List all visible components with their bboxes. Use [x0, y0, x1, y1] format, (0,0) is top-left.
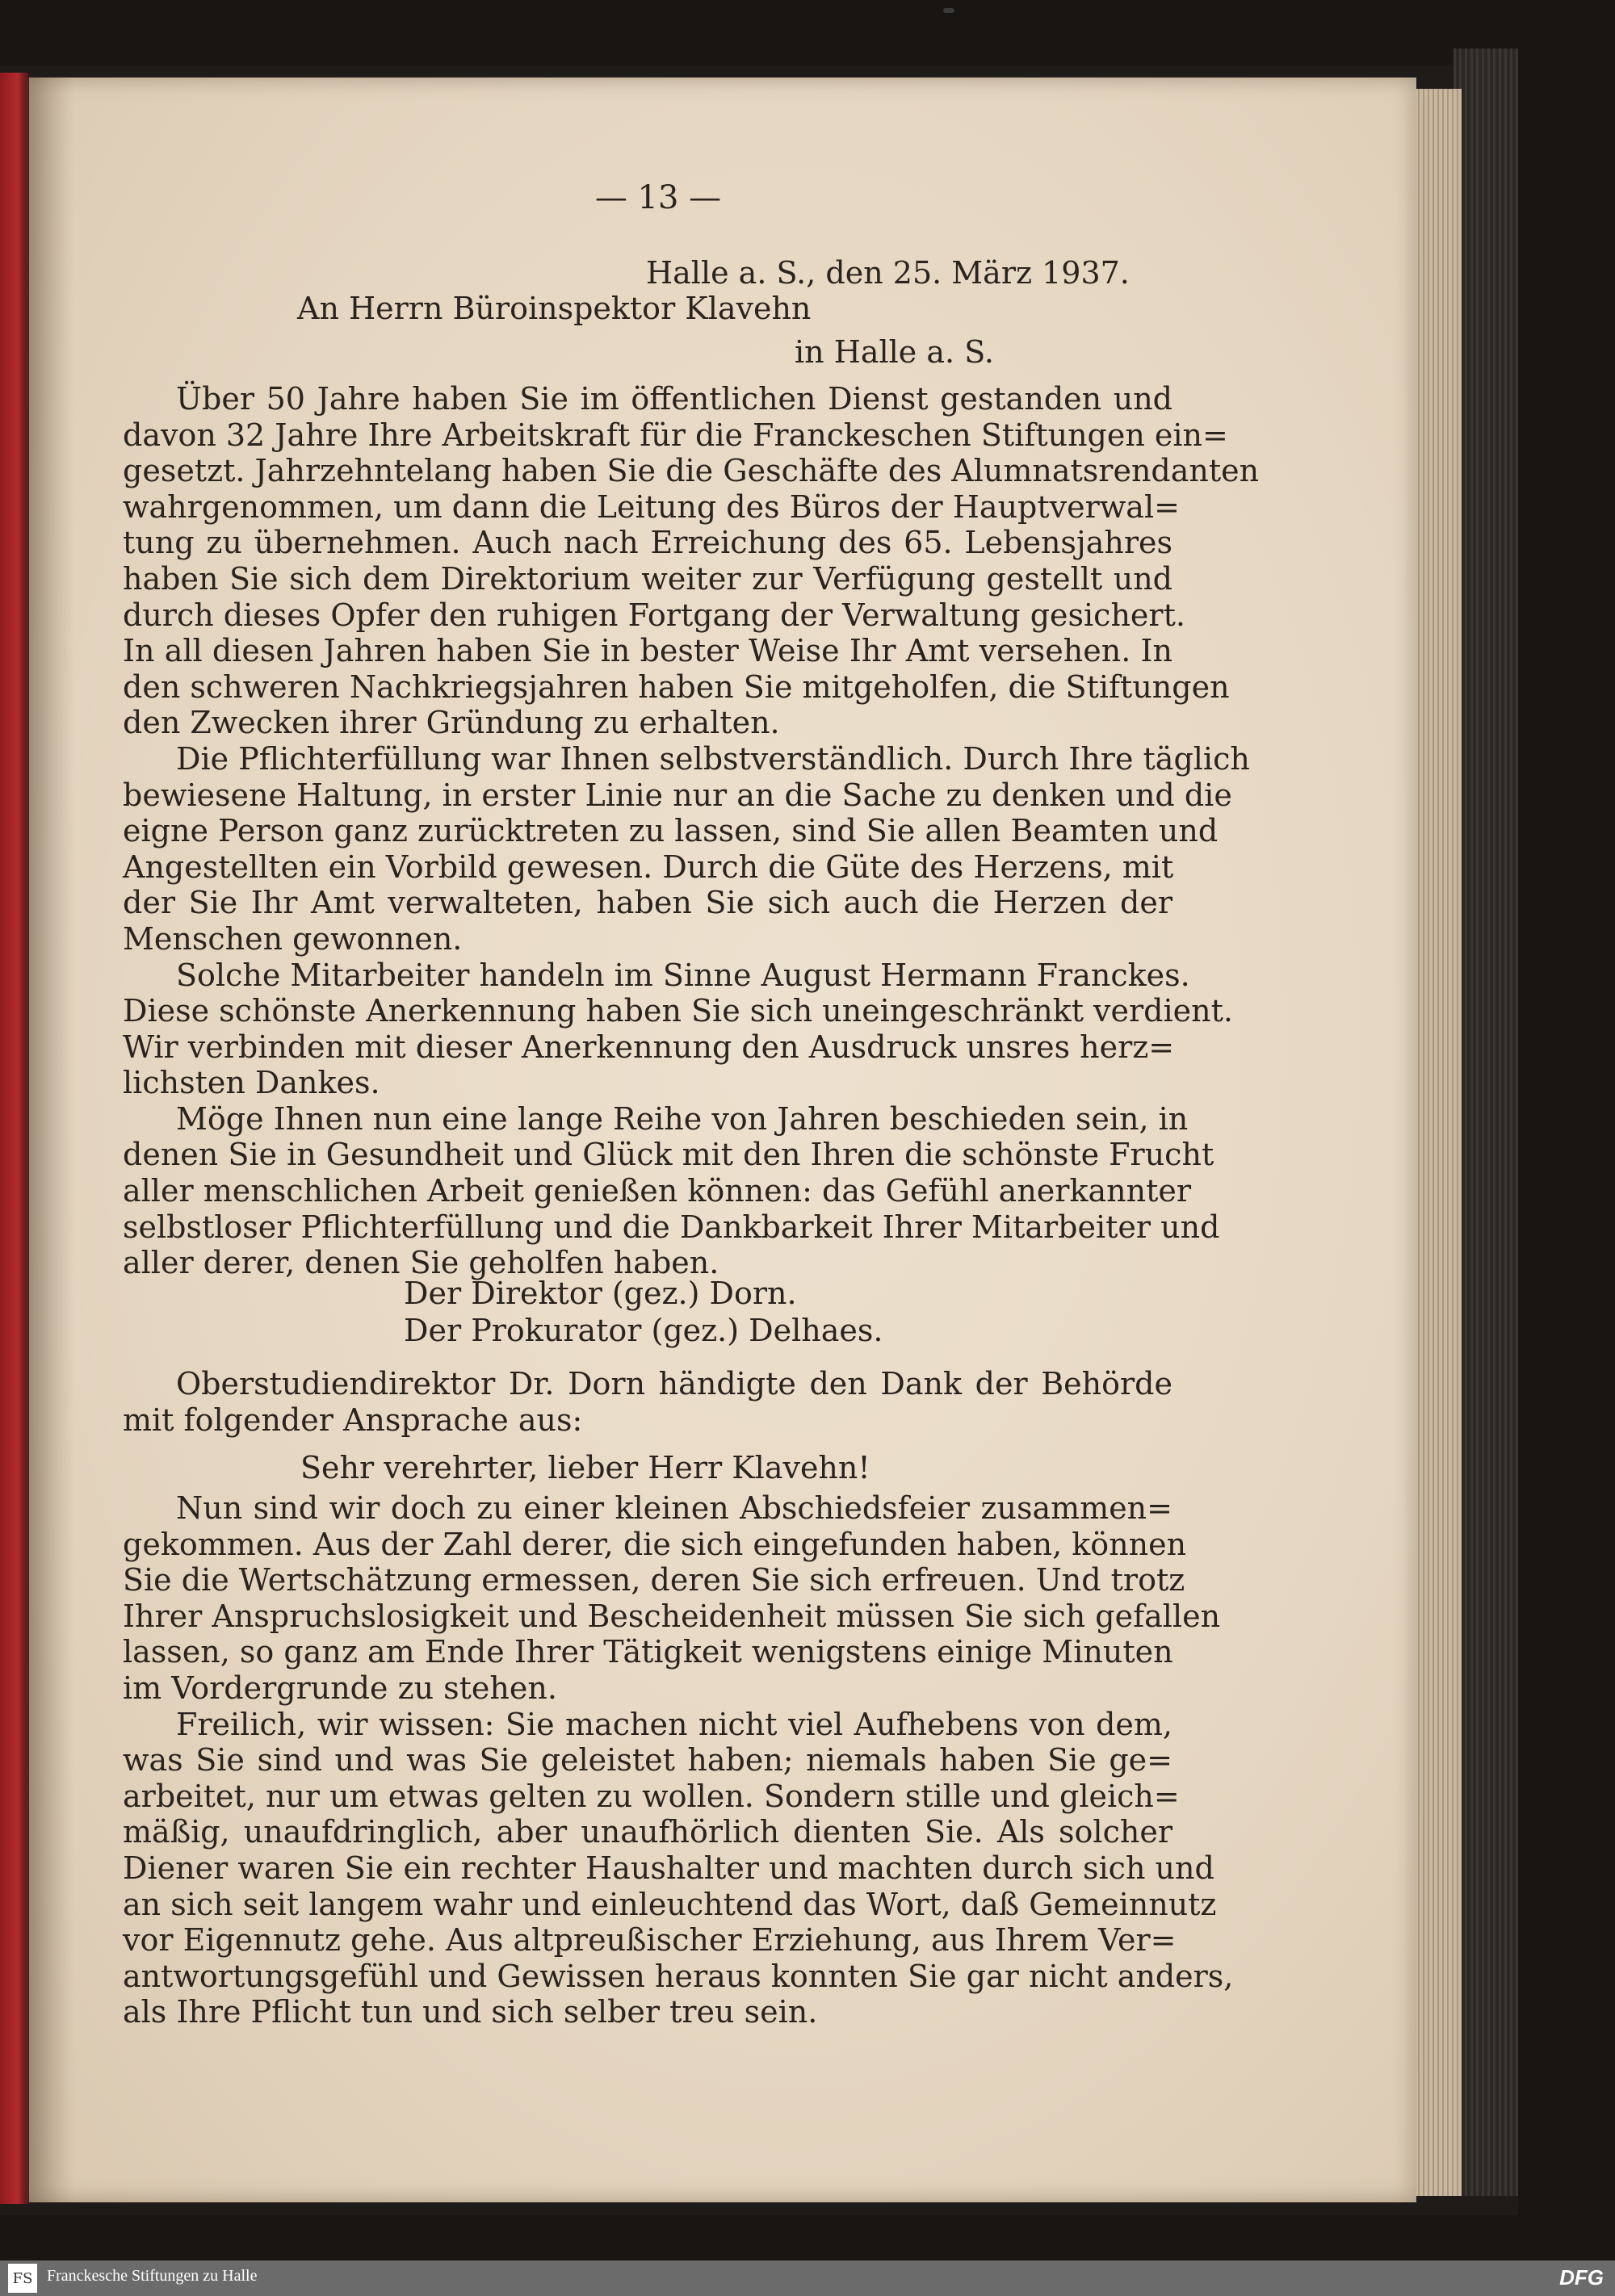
- letter-line: den schweren Nachkriegsjahren haben Sie mitgeholfen, die Stiftungen: [123, 668, 1230, 705]
- letter-line: haben Sie sich dem Direktorium weiter zur Verfügung gestellt und: [123, 560, 1172, 597]
- letter-line: wahrgenommen, um dann die Leitung des Büros der Hauptverwal=: [123, 488, 1180, 525]
- intro-line: mit folgender Ansprache aus:: [123, 1401, 583, 1438]
- letter-line: gesetzt. Jahrzehntelang haben Sie die Geschäfte des Alumnatsrendanten: [123, 453, 1260, 489]
- scan-smudge: [943, 8, 954, 13]
- letter-line: Möge Ihnen nun eine lange Reihe von Jahren beschieden sein, in: [176, 1100, 1189, 1137]
- speech-line: im Vordergrunde zu stehen.: [123, 1670, 557, 1706]
- letter-line: lichsten Dankes.: [123, 1065, 380, 1101]
- speech-line: Freilich, wir wissen: Sie machen nicht viel Aufhebens von dem,: [176, 1706, 1172, 1742]
- letter-line: der Sie Ihr Amt verwalteten, haben Sie sich auch die Herzen der: [123, 885, 1172, 921]
- speech-line: gekommen. Aus der Zahl derer, die sich eingefunden haben, können: [123, 1526, 1187, 1562]
- letter-line: durch dieses Opfer den ruhigen Fortgang der Verwaltung gesichert.: [123, 597, 1185, 633]
- letter-line: Angestellten ein Vorbild gewesen. Durch die Güte des Herzens, mit: [123, 848, 1174, 885]
- letter-line: denen Sie in Gesundheit und Glück mit den Ihren die schönste Frucht: [123, 1137, 1214, 1173]
- institution-name[interactable]: Franckesche Stiftungen zu Halle: [47, 2267, 258, 2285]
- speech-line: Nun sind wir doch zu einer kleinen Abschiedsfeier zusammen=: [176, 1490, 1172, 1526]
- signature-director: Der Direktor (gez.) Dorn.: [404, 1276, 797, 1311]
- letter-line: selbstloser Pflichterfüllung und die Dankbarkeit Ihrer Mitarbeiter und: [123, 1209, 1220, 1245]
- letter-line: tung zu übernehmen. Auch nach Erreichung des 65. Lebensjahres: [123, 525, 1172, 561]
- dfg-logo[interactable]: DFG: [1559, 2265, 1604, 2290]
- speech-line: Sie die Wertschätzung ermessen, deren Sie sich erfreuen. Und trotz: [123, 1562, 1185, 1598]
- institution-logo: FS: [8, 2264, 37, 2293]
- letter-line: In all diesen Jahren haben Sie in bester Weise Ihr Amt versehen. In: [123, 633, 1172, 669]
- letter-line: bewiesene Haltung, in erster Linie nur an die Sache zu denken und die: [123, 777, 1232, 813]
- red-binding-edge: [0, 73, 29, 2204]
- letter-line: davon 32 Jahre Ihre Arbeitskraft für die Franckeschen Stiftungen ein=: [123, 417, 1228, 453]
- letter-line: aller derer, denen Sie geholfen haben.: [123, 1245, 719, 1281]
- intro-line: Oberstudiendirektor Dr. Dorn händigte den Dank der Behörde: [176, 1366, 1172, 1401]
- speech-line: vor Eigennutz gehe. Aus altpreußischer Erziehung, aus Ihrem Ver=: [123, 1922, 1177, 1959]
- letter-line: Die Pflichterfüllung war Ihnen selbstverständlich. Durch Ihre täglich: [176, 740, 1250, 777]
- speech-line: was Sie sind und was Sie geleistet haben; niemals haben Sie ge=: [123, 1742, 1172, 1779]
- salutation: Sehr verehrter, lieber Herr Klavehn!: [300, 1450, 870, 1485]
- signature-prokurator: Der Prokurator (gez.) Delhaes.: [404, 1313, 883, 1348]
- letter-line: Menschen gewonnen.: [123, 920, 463, 957]
- speech-line: mäßig, unaufdringlich, aber unaufhörlich dienten Sie. Als solcher: [123, 1814, 1172, 1850]
- speech-line: Ihrer Anspruchslosigkeit und Bescheidenheit müssen Sie sich gefallen: [123, 1598, 1221, 1634]
- footer-bar: [0, 2260, 1615, 2296]
- speech-body: [123, 1490, 1234, 2030]
- letter-line: eigne Person ganz zurücktreten zu lassen, sind Sie allen Beamten und: [123, 813, 1219, 849]
- speech-line: antwortungsgefühl und Gewissen heraus konnten Sie gar nicht anders,: [123, 1958, 1234, 1994]
- speech-line: als Ihre Pflicht tun und sich selber treu sein.: [123, 1994, 818, 2030]
- speech-line: an sich seit langem wahr und einleuchtend das Wort, daß Gemeinnutz: [123, 1886, 1217, 1922]
- page-number: — 13 —: [594, 179, 722, 216]
- letter-line: Wir verbinden mit dieser Anerkennung den Ausdruck unsres herz=: [123, 1029, 1175, 1065]
- book-cover-edge: [1454, 48, 1518, 2196]
- letter-line: Solche Mitarbeiter handeln im Sinne August Hermann Franckes.: [176, 957, 1190, 993]
- letter-line: Diese schönste Anerkennung haben Sie sich uneingeschränkt verdient.: [123, 993, 1233, 1029]
- letter-body: [123, 381, 1260, 1281]
- letter-line: Über 50 Jahre haben Sie im öffentlichen Dienst gestanden und: [176, 381, 1172, 417]
- speech-line: lassen, so ganz am Ende Ihrer Tätigkeit wenigstens einige Minuten: [123, 1634, 1173, 1670]
- letter-line: aller menschlichen Arbeit genießen können: das Gefühl anerkannter: [123, 1173, 1192, 1209]
- speech-intro: [123, 1366, 1172, 1438]
- letter-line: den Zwecken ihrer Gründung zu erhalten.: [123, 705, 780, 741]
- place-date: Halle a. S., den 25. März 1937.: [646, 255, 1130, 291]
- addressee: An Herrn Büroinspektor Klavehn: [297, 291, 812, 326]
- speech-line: Diener waren Sie ein rechter Haushalter und machten durch sich und: [123, 1850, 1214, 1886]
- addressee-place: in Halle a. S.: [795, 334, 994, 370]
- gutter-shadow: [26, 78, 74, 2202]
- speech-line: arbeitet, nur um etwas gelten zu wollen. Sondern stille und gleich=: [123, 1778, 1180, 1814]
